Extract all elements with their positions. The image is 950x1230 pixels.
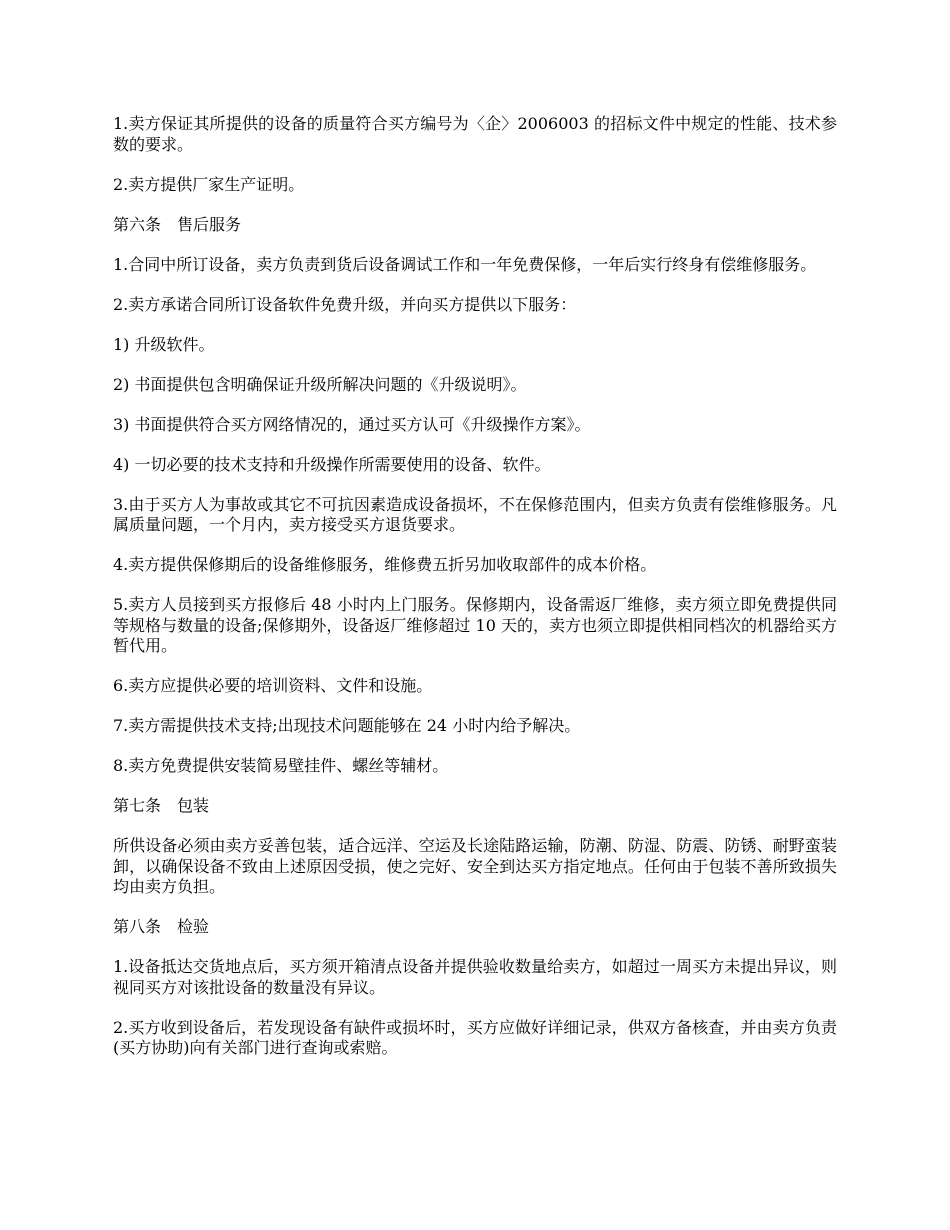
clause-6-item-6: 6.卖方应提供必要的培训资料、文件和设施。 (113, 676, 433, 695)
document-body (113, 114, 837, 1078)
section-heading-article-8: 第八条 检验 (113, 917, 210, 936)
section-heading-article-7: 第七条 包装 (113, 796, 210, 815)
clause-5-item-2: 2.卖方提供厂家生产证明。 (113, 174, 305, 194)
clause-5-item-1: 1.卖方保证其所提供的设备的质量符合买方编号为〈企〉2006003 的招标文件中规定的性能、技术参数的要求。 (113, 114, 837, 154)
clause-6-item-2: 2.卖方承诺合同所订设备软件免费升级，并向买方提供以下服务： (113, 294, 577, 314)
clause-7-body: 所供设备必须由卖方妥善包装，适合远洋、空运及长途陆路运输，防潮、防湿、防震、防锈、耐野蛮装卸，以确保设备不致由上述原因受损，使之完好、安全到达买方指定地点。任何由于包装不善所致损失均由卖方负担。 (113, 836, 837, 896)
clause-6-item-1: 1.合同中所订设备，卖方负责到货后设备调试工作和一年免费保修，一年后实行终身有偿维修服务。 (113, 254, 817, 274)
clause-6-item-4: 4.卖方提供保修期后的设备维修服务，维修费五折另加收取部件的成本价格。 (113, 555, 657, 574)
clause-6-item-2-sub-1: 1) 升级软件。 (113, 334, 215, 354)
section-heading-article-6: 第六条 售后服务 (113, 214, 242, 234)
clause-6-item-3: 3.由于买方人为事故或其它不可抗因素造成设备损坏，不在保修范围内，但卖方负责有偿维修服务。凡属质量问题，一个月内，卖方接受买方退货要求。 (113, 494, 837, 534)
clause-6-item-8: 8.卖方免费提供安装简易壁挂件、螺丝等辅材。 (113, 756, 449, 775)
clause-6-item-2-sub-3: 3) 书面提供符合买方网络情况的，通过买方认可《升级操作方案》。 (113, 414, 591, 434)
clause-6-item-2-sub-2: 2) 书面提供包含明确保证升级所解决问题的《升级说明》。 (113, 374, 527, 394)
clause-8-item-2: 2.买方收到设备后，若发现设备有缺件或损坏时，买方应做好详细记录，供双方备核查，并由卖方负责(买方协助)向有关部门进行查询或索赔。 (113, 1017, 837, 1057)
clause-6-item-7: 7.卖方需提供技术支持;出现技术问题能够在 24 小时内给予解决。 (113, 716, 581, 735)
clause-6-item-2-sub-4: 4) 一切必要的技术支持和升级操作所需要使用的设备、软件。 (113, 454, 551, 474)
clause-8-item-1: 1.设备抵达交货地点后，买方须开箱清点设备并提供验收数量给卖方，如超过一周买方未提出异议，则视同买方对该批设备的数量没有异议。 (113, 957, 837, 997)
clause-6-item-5: 5.卖方人员接到买方报修后 48 小时内上门服务。保修期内，设备需返厂维修，卖方须立即免费提供同等规格与数量的设备;保修期外，设备返厂维修超过 10 天的，卖方也须立即提供相同档次的机器给买方暂代用。 (113, 595, 837, 655)
